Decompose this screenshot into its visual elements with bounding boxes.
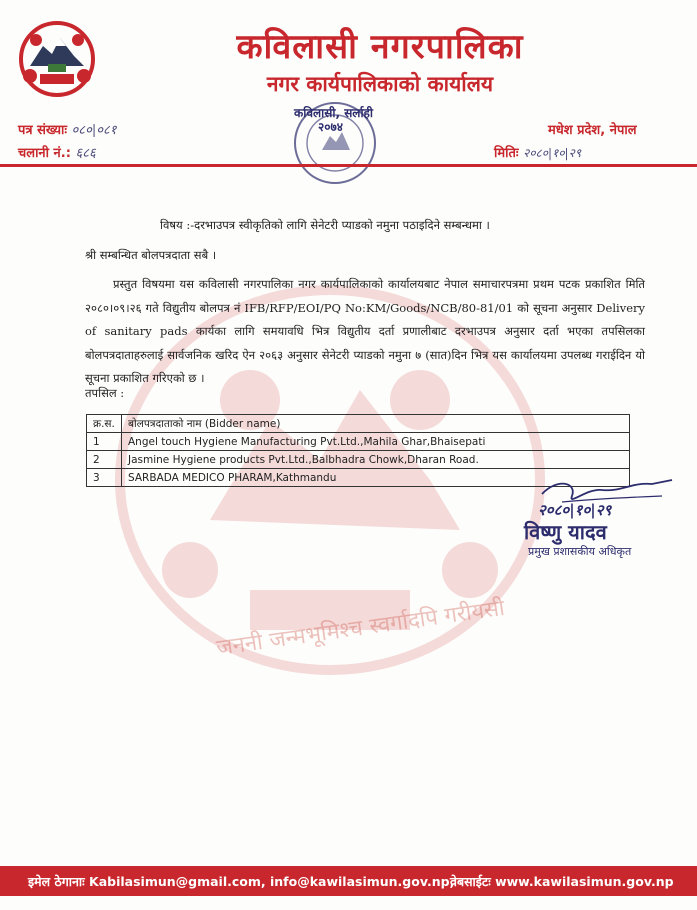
stamp-year: २०७४ bbox=[318, 120, 343, 134]
row-bidder-name: SARBADA MEDICO PHARAM,Kathmandu bbox=[122, 469, 630, 487]
letter-number-value: ०८०|०८१ bbox=[71, 123, 117, 138]
signatory-title: प्रमुख प्रशासकीय अधिकृत bbox=[528, 545, 632, 558]
footer-website: वेबसाईटः www.kawilasimun.gov.np bbox=[450, 874, 674, 889]
row-bidder-name: Angel touch Hygiene Manufacturing Pvt.Ltd.,Mahila Ghar,Bhaisepati bbox=[122, 433, 630, 451]
date-line bbox=[494, 143, 581, 161]
table-row bbox=[87, 451, 630, 469]
row-serial: 3 bbox=[87, 469, 122, 487]
header-serial: क्र.स. bbox=[87, 415, 122, 433]
date-label: मितिः bbox=[494, 146, 519, 161]
dispatch-number-label: चलानी नं.: bbox=[18, 146, 71, 161]
subject-line: विषय :-दरभाउपत्र स्वीकृतिको लागि सेनेटरी प्याडको नमुना पठाइदिने सम्बन्धमा । bbox=[160, 218, 490, 232]
body-paragraph: प्रस्तुत विषयमा यस कविलासी नगरपालिका नगर कार्यपालिकाको कार्यालयबाट नेपाल समाचारपत्रमा प्रथम पटक प्रकाशित मिति २०८०।०९।२६ गते विद्युतीय बोलपत्र नं IFB/RFP/EOI/PQ No:KM/Goods/NCB/80-81/01 को सूचना अनुसार Delivery of sanitary pads कार्यका लागि समयावधि भित्र विद्युतीय दर्ता प्रणालीबाट दरभाउपत्र अनुसार दर्ता भएका तपसिलका बोलपत्रदाताहरुलाई सार्वजनिक खरिद ऐन २०६३ अनुसार सेनेटरी प्याडको नमुना ७ (सात)दिन भित्र यस कार्यालयमा उपलब्ध गराईदिन यो सूचना प्रकाशित गरिएको छ । bbox=[85, 277, 645, 385]
watermark-motto: जननी जन्मभूमिश्च स्वर्गादपि गरीयसी bbox=[214, 595, 507, 662]
details-label: तपसिल : bbox=[85, 386, 125, 400]
dispatch-number bbox=[18, 143, 96, 161]
date-value: २०८०|१०|२९ bbox=[523, 146, 582, 160]
table-header-row bbox=[87, 415, 630, 433]
office-subtitle: नगर कार्यपालिकाको कार्यालय bbox=[266, 72, 494, 96]
header-divider bbox=[0, 164, 697, 167]
dispatch-number-value: ६८६ bbox=[75, 146, 96, 161]
municipality-title: कविलासी नगरपालिका bbox=[236, 27, 524, 67]
table-row bbox=[87, 433, 630, 451]
letter-number bbox=[18, 120, 117, 138]
row-serial: 1 bbox=[87, 433, 122, 451]
nepal-emblem-icon bbox=[18, 20, 96, 98]
signatory-name: विष्णु यादव bbox=[524, 520, 607, 544]
footer-email: इमेल ठेगानाः Kabilasimun@gmail.com, info@kawilasimun.gov.np, bbox=[28, 874, 455, 889]
stamp-name: कविलासी, सर्लाही bbox=[294, 106, 374, 120]
salutation: श्री सम्बन्धित बोलपत्रदाता सबै । bbox=[85, 248, 217, 262]
signature-date: २०८०|१०|२९ bbox=[538, 501, 612, 519]
province-label: मधेश प्रदेश, नेपाल bbox=[548, 123, 637, 138]
footer-bar bbox=[0, 866, 697, 896]
row-bidder-name: Jasmine Hygiene products Pvt.Ltd.,Balbhadra Chowk,Dharan Road. bbox=[122, 451, 630, 469]
letter-number-label: पत्र संख्याः bbox=[18, 123, 68, 138]
header-bidder-name: बोलपत्रदाताको नाम (Bidder name) bbox=[122, 415, 630, 433]
row-serial: 2 bbox=[87, 451, 122, 469]
